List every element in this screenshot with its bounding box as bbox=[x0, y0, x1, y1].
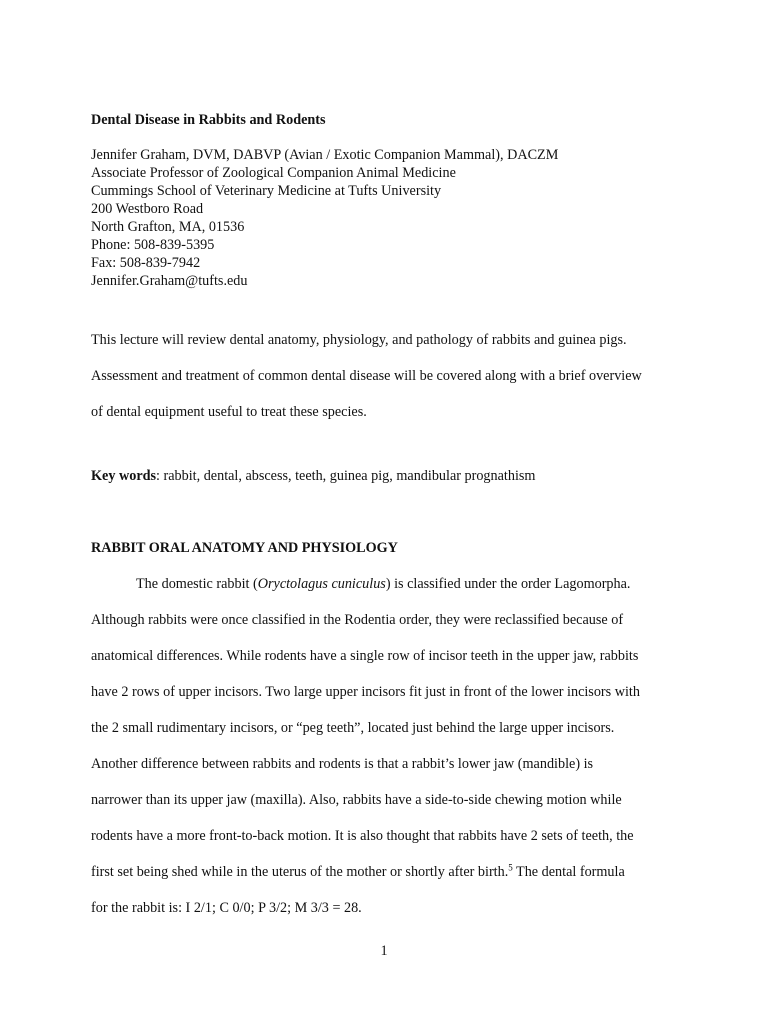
abstract-paragraph bbox=[91, 322, 691, 430]
body-text-span: first set being shed while in the uterus of the mother or shortly after birth. bbox=[91, 864, 509, 880]
author-position: Associate Professor of Zoological Companion Animal Medicine bbox=[91, 165, 456, 181]
author-institution: Cummings School of Veterinary Medicine at Tufts University bbox=[91, 183, 442, 199]
body-line: Another difference between rabbits and rodents is that a rabbit’s lower jaw (mandible) is bbox=[91, 756, 594, 772]
section-heading: RABBIT ORAL ANATOMY AND PHYSIOLOGY bbox=[91, 540, 398, 556]
keywords-list: : rabbit, dental, abscess, teeth, guinea pig, mandibular prognathism bbox=[156, 468, 536, 484]
author-name-credentials: Jennifer Graham, DVM, DABVP (Avian / Exotic Companion Mammal), DACZM bbox=[91, 147, 559, 163]
keywords-line bbox=[91, 467, 535, 485]
abstract-line: This lecture will review dental anatomy, physiology, and pathology of rabbits and guinea pigs. bbox=[91, 332, 627, 348]
body-paragraph bbox=[91, 566, 691, 926]
body-text-span: ) is classified under the order Lagomorpha. bbox=[385, 576, 631, 592]
author-contact-block bbox=[91, 146, 558, 290]
footnote-reference[interactable]: 5 bbox=[508, 862, 513, 873]
body-line bbox=[91, 854, 691, 890]
body-line: the 2 small rudimentary incisors, or “peg teeth”, located just behind the large upper incisors. bbox=[91, 720, 615, 736]
phone-number: Phone: 508-839-5395 bbox=[91, 237, 215, 253]
body-line: for the rabbit is: I 2/1; C 0/0; P 3/2; M 3/3 = 28. bbox=[91, 900, 362, 916]
body-line: have 2 rows of upper incisors. Two large upper incisors fit just in front of the lower incisors with bbox=[91, 684, 640, 700]
body-line bbox=[91, 566, 691, 602]
fax-number: Fax: 508-839-7942 bbox=[91, 255, 201, 271]
document-title: Dental Disease in Rabbits and Rodents bbox=[91, 112, 326, 128]
body-text-span: The dental formula bbox=[512, 864, 625, 880]
body-line: rodents have a more front-to-back motion. It is also thought that rabbits have 2 sets of teeth, the bbox=[91, 828, 634, 844]
body-line: Although rabbits were once classified in the Rodentia order, they were reclassified because of bbox=[91, 612, 624, 628]
address-city: North Grafton, MA, 01536 bbox=[91, 219, 245, 235]
species-name-italic: Oryctolagus cuniculus bbox=[257, 576, 386, 592]
body-text-span: The domestic rabbit ( bbox=[136, 576, 258, 592]
address-street: 200 Westboro Road bbox=[91, 201, 204, 217]
body-line: anatomical differences. While rodents have a single row of incisor teeth in the upper jaw, rabbits bbox=[91, 648, 639, 664]
abstract-line: Assessment and treatment of common dental disease will be covered along with a brief overview bbox=[91, 368, 642, 384]
keywords-label: Key words bbox=[91, 468, 157, 484]
page-number: 1 bbox=[380, 943, 388, 959]
abstract-line: of dental equipment useful to treat these species. bbox=[91, 404, 367, 420]
body-line: narrower than its upper jaw (maxilla). Also, rabbits have a side-to-side chewing motion while bbox=[91, 792, 622, 808]
email-address: Jennifer.Graham@tufts.edu bbox=[91, 273, 248, 289]
